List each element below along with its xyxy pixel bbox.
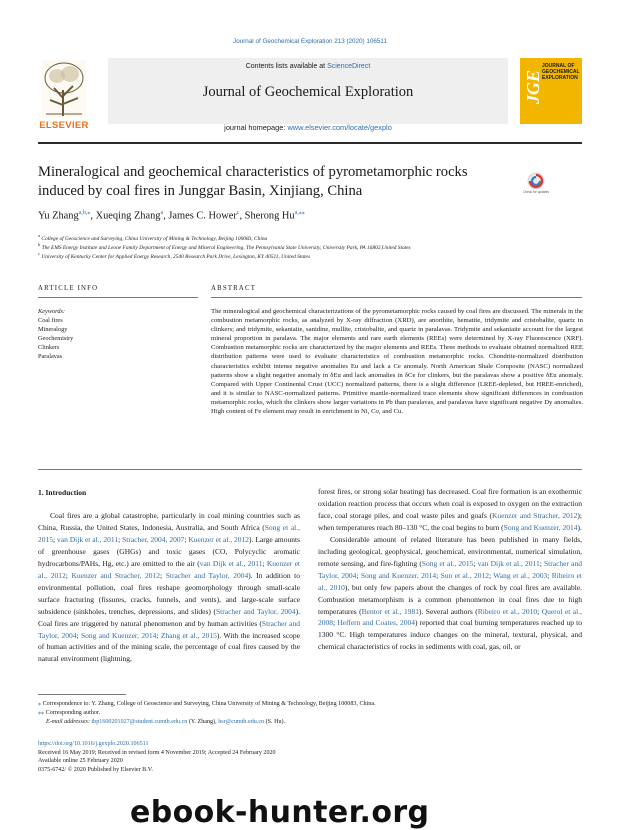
- abstract-rule: [211, 297, 582, 298]
- received-dates: Received 16 May 2019; Received in revised form 4 November 2019; Accepted 24 February 2020: [38, 749, 276, 756]
- paragraph-text: ;: [547, 570, 552, 580]
- paragraph-text: ;: [118, 534, 123, 544]
- citation-link[interactable]: van Dijk et al., 2011: [57, 534, 119, 544]
- cover-title: JOURNAL OF GEOCHEMICAL EXPLORATION: [542, 63, 580, 81]
- contents-prefix: Contents lists available at: [245, 63, 326, 70]
- footnote-mark[interactable]: ⁎: [38, 701, 42, 707]
- affiliation: [38, 242, 582, 251]
- footnote-rule: [38, 694, 126, 695]
- paragraph-text: ;: [65, 570, 72, 580]
- paragraph-text: ;: [262, 558, 267, 568]
- watermark: ebook-hunter.org: [130, 795, 430, 830]
- paragraph-text: ;: [156, 630, 161, 640]
- paragraph-text: ). Coal fires are triggered by natural phenomenon and by human activities (: [38, 606, 300, 628]
- keywords-label: Keywords:: [38, 308, 66, 315]
- doi-link[interactable]: https://doi.org/10.1016/j.gexplo.2020.106511: [38, 741, 149, 747]
- citation-link[interactable]: Zhang et al., 2015: [160, 630, 217, 640]
- author-name[interactable]: Xueqing Zhang: [95, 210, 161, 222]
- paragraph-text: ;: [539, 558, 544, 568]
- paragraph-text: ), but only few papers about the changes of rock by coal fires are available. Combustion metamorphism is a common phenomenon in coal fires due to high temperatures (: [318, 582, 582, 616]
- citation-link[interactable]: Kuenzer and Stracher, 2012: [71, 570, 161, 580]
- paragraph-text: ;: [537, 606, 542, 616]
- affiliation-mark: a: [38, 233, 40, 238]
- copyright-line: 0375-6742/ © 2020 Published by Elsevier B.V.: [38, 766, 153, 773]
- keyword: Paralavas: [38, 353, 63, 361]
- contents-line: [108, 63, 508, 70]
- paragraph-text: ) reported that coal burning temperatures reached up to 1300 °C. High temperatures induce changes on the mineral, textural, physical, and chemical characteristics of rocks in sediments with coal, gas, oil, or: [318, 618, 582, 652]
- citation-link[interactable]: van Dijk et al., 2011: [199, 558, 263, 568]
- abstract-bottom-rule: [38, 469, 582, 470]
- intro-left-column: [38, 510, 300, 665]
- footnote-mark[interactable]: ⁎⁎: [38, 710, 45, 716]
- citation-link[interactable]: Stracher and Taylor, 2004: [165, 570, 249, 580]
- keyword: Clinkers: [38, 344, 60, 352]
- paragraph-text: Coal fires are a global catastrophe, particularly in coal mining countries such as China, Russia, the United States, Indonesia, Australia, and South Africa (: [38, 511, 300, 532]
- citation-link[interactable]: Kuenzer and Stracher, 2012: [492, 510, 578, 520]
- affiliation-text: The EMS Energy Institute and Leone Family Department of Energy and Mineral Engineering, The Pennsylvania State University, University Park, PA 16802,United States: [41, 244, 411, 251]
- paragraph-text: ).: [577, 522, 582, 532]
- email-label: E-mail addresses:: [46, 719, 90, 725]
- paragraph-text: ). In addition to environmental pollution, coal fires reshape geomorphology through small-scale surface fracturing (fissures, cracks, funnels, and vents), and large-scale surface subsidence (sinkholes, trenches, depressions, and slides) (: [38, 570, 301, 616]
- citation-link[interactable]: Wang et al., 2003: [493, 570, 548, 580]
- sciencedirect-link[interactable]: ScienceDirect: [327, 63, 371, 70]
- citation-link[interactable]: Querol et al., 2008: [318, 606, 582, 628]
- author-name[interactable]: Yu Zhang: [38, 210, 79, 222]
- affiliation-mark: b: [38, 242, 41, 247]
- citation-link[interactable]: Ribeiro et al., 2010: [477, 606, 538, 616]
- author-marks: c: [236, 210, 240, 216]
- elsevier-wordmark: ELSEVIER: [39, 120, 89, 131]
- citation-link[interactable]: Sun et al., 2012: [440, 570, 489, 580]
- paragraph-text: ;: [488, 570, 494, 580]
- email-link[interactable]: tbp1600201027@student.cumtb.edu.cn: [91, 719, 188, 725]
- paragraph-text: ); when temperatures reach 80–130 °C, the coal begins to burn (: [318, 510, 582, 532]
- intro-paragraph: [38, 510, 300, 665]
- journal-reference[interactable]: Journal of Geochemical Exploration 213 (2020) 106511: [233, 38, 387, 45]
- affiliation: [38, 233, 582, 242]
- footnote-text: Corresponding author.: [45, 710, 101, 716]
- homepage-link[interactable]: www.elsevier.com/locate/gexplo: [287, 123, 392, 132]
- paragraph-text: ;: [160, 570, 166, 580]
- paragraph-text: ;: [356, 570, 361, 580]
- intro-paragraph: [318, 486, 582, 534]
- header-divider: [38, 142, 582, 144]
- paragraph-text: ;: [436, 570, 441, 580]
- paragraph-text: forest fires, or strong solar heating) has decreased. Coal fire formation is an exothermic oxidation reaction process that occurs when coal is exposed to oxygen on the extraction face, coal storage piles, and coal waste piles and goafs (: [318, 487, 582, 520]
- affiliation-text: College of Geoscience and Surveying, China University of Mining & Technology, Beijing 100083, China: [41, 235, 268, 242]
- article-info-rule: [38, 297, 198, 298]
- publication-info: [38, 740, 438, 774]
- author-marks: a,⁎⁎: [294, 210, 305, 216]
- check-updates-icon: [524, 172, 548, 200]
- citation-link[interactable]: Stracher, 2004, 2007: [122, 534, 185, 544]
- section-heading-introduction: 1. Introduction: [38, 488, 87, 497]
- affiliation-mark: c: [38, 251, 40, 256]
- badge-label: Check for updates: [523, 190, 549, 194]
- author-marks: a: [160, 210, 164, 216]
- intro-paragraph: [318, 534, 582, 654]
- paragraph-text: ;: [184, 534, 189, 544]
- email-owner: (S. Hu).: [265, 719, 286, 725]
- keyword: Geochemistry: [38, 335, 74, 343]
- intro-right-column: [318, 486, 582, 653]
- abstract-heading: ABSTRACT: [211, 285, 257, 292]
- affiliation: [38, 251, 582, 260]
- journal-cover: [520, 58, 582, 124]
- paragraph-text: ). Several authors (: [418, 606, 478, 616]
- citation-link[interactable]: Song and Kuenzer, 2014: [360, 570, 437, 580]
- affiliation-text: University of Kentucky Center for Applied Energy Research, 2540 Research Park Drive, Lexington, KY 40511, United States: [41, 253, 311, 260]
- footnote-correspondence: [38, 700, 582, 708]
- footnote-text: Correspondence to: Y. Zhang, College of Geoscience and Surveying, China University of Mining & Technology, Beijing 100083, China.: [42, 701, 376, 707]
- paragraph-text: ;: [473, 558, 478, 568]
- paragraph-text: Considerable amount of related literature has been published in many fields, including geological, geophysical, geochemical, environmental, numerical simulation, remote sensing, and fire-fighting (: [318, 534, 582, 568]
- citation-link[interactable]: Song et al., 2015: [421, 558, 474, 568]
- paragraph-text: ;: [76, 630, 81, 640]
- citation-link[interactable]: Stracher and Taylor, 2004: [318, 558, 582, 580]
- author-name[interactable]: Sherong Hu: [244, 210, 295, 222]
- paragraph-text: ;: [53, 534, 57, 544]
- email-link[interactable]: hsr@cumtb.edu.cn: [218, 719, 265, 725]
- citation-link[interactable]: Kuenzer et al., 2012: [38, 558, 300, 580]
- citation-link[interactable]: van Dijk et al., 2011: [477, 558, 540, 568]
- abstract-text: The mineralogical and geochemical characterizations of the pyrometamorphic rocks caused by coal fires are discussed. The minerals in the combustion metamorphic rocks, as analyzed by X-ray diffraction (XRD), are anorthite, hematite, tridymite and cristobalite, quartz in clinkers; and tridymite, sekaniaite, sanidine, mullite, cristobalite, and quartz in paralavas. Tridymite and sekaniaite account for the largest mineral proportion in paralava. The major elements and rare earth elements (REEs) were determined by X-ray Fluorescence (XRF). Combustion metamorphic rocks are characterized by the major elements and REEs. Three methods to evaluate obtained normalized REE distribution patterns were used to evaluate characteristics of combustion metamorphic rocks. Chondrite-normalized distribution characteristics exhibit intense negative anomalies Eu and lack a Ce anomaly. North American Shale Composite (NASC) normalized patterns show a slight negative anomaly in δEu and lack anomalies in δCe for clinkers, but the paralavas show a positive δEu anomaly. Compared with Upper Continental Crust (UCC) normalized patterns, there is a slight difference (LREE-depleted, but HREE-enriched), and it is similar to NASC-normalized patterns. Primitive mantle-normalized trace elements show significant differences in combustion metamorphic rocks, which the clinkers show larger variations in Pb than paralavas, and paralavas have significant negative Dy anomalies. High content of Fe element may result in enrichment in Ni, Co, and Cu.: [211, 308, 583, 416]
- citation-link[interactable]: Stracher and Taylor, 2004: [38, 618, 300, 640]
- footnote-emails: [38, 718, 590, 726]
- elsevier-tree-icon: [42, 60, 86, 118]
- keyword: Mineralogy: [38, 326, 68, 334]
- email-owner: (Y. Zhang),: [188, 719, 217, 725]
- citation-link[interactable]: Heffern and Coates, 2004: [337, 618, 415, 628]
- online-date: Available online 25 February 2020: [38, 758, 123, 765]
- cover-initials: JGE: [523, 70, 543, 105]
- paragraph-text: ;: [333, 618, 338, 628]
- keywords-block: [38, 307, 73, 362]
- paper-title: Mineralogical and geochemical characteristics of pyrometamorphic rocks induced by coal fires in Junggar Basin, Xinjiang, China: [38, 164, 468, 199]
- citation-link[interactable]: Song and Kuenzer, 2014: [503, 522, 578, 532]
- citation-link[interactable]: Bentor et al., 1981: [361, 606, 419, 616]
- citation-link[interactable]: Ribeiro et al., 2010: [318, 570, 582, 592]
- paragraph-text: ). With the increased scope of human activities and of the mining scale, the percentage of coal fires caused by the natural environment (lightning,: [38, 630, 300, 664]
- check-for-updates-badge[interactable]: [524, 172, 548, 200]
- author-marks: a,b,⁎: [78, 210, 91, 216]
- author-name[interactable]: James C. Hower: [168, 210, 237, 222]
- elsevier-logo: [38, 58, 90, 132]
- journal-title: Journal of Geochemical Exploration: [202, 84, 414, 100]
- journal-homepage: [108, 123, 508, 132]
- citation-link[interactable]: Kuenzer et al., 2012: [188, 534, 250, 544]
- homepage-prefix: journal homepage:: [224, 123, 286, 132]
- citation-link[interactable]: Song and Kuenzer, 2014: [80, 630, 157, 640]
- footnote-corresponding: [38, 709, 582, 717]
- citation-link[interactable]: Stracher and Taylor, 2004: [216, 606, 296, 616]
- article-info-heading: ARTICLE INFO: [38, 285, 99, 292]
- author-list: Yu Zhang$^{a,b,⁎}$, Xueqing Zhang$^a$, James C. Hower$^c$, Sherong $Hu^{a,⁎⁎}$: [38, 210, 305, 222]
- keyword: Coal fires: [38, 317, 63, 325]
- paragraph-text: ). Large amounts of greenhouse gases (GHGs) and toxic gases (CO, Polycyclic aromatic hydrocarbons/PAHs, Hg, etc.) are emitted to the air (: [38, 534, 300, 568]
- citation-link[interactable]: Song et al., 2015: [38, 522, 300, 544]
